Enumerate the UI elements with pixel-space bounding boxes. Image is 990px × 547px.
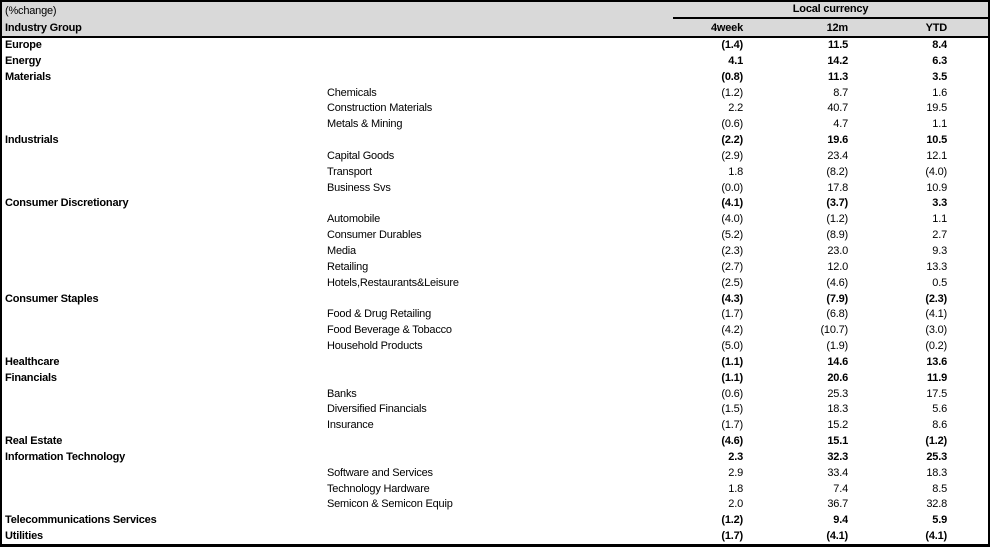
cell-value: (7.9)	[826, 292, 848, 305]
cell-value: (4.1)	[925, 308, 947, 321]
table-row	[2, 513, 988, 529]
cell-value: (1.1)	[721, 371, 743, 384]
cell-value: (2.3)	[925, 292, 947, 305]
cell-value: 2.0	[728, 498, 743, 511]
cell-value: (1.7)	[721, 308, 743, 321]
row-spacer	[947, 466, 988, 482]
row-spacer	[947, 165, 988, 181]
row-spacer	[947, 54, 988, 70]
percent-change-label: (%change)	[5, 4, 57, 17]
cell-value: (3.0)	[925, 324, 947, 337]
table-row	[2, 355, 988, 371]
row-label: Food & Drug Retailing	[327, 308, 432, 321]
row-label: Metals & Mining	[327, 118, 403, 131]
row-label: Industrials	[5, 134, 59, 147]
row-spacer	[947, 418, 988, 434]
cell-value: (6.8)	[826, 308, 848, 321]
cell-value: (2.9)	[721, 149, 743, 162]
cell-value: (4.6)	[721, 435, 743, 448]
cell-value: (8.9)	[826, 229, 848, 242]
row-spacer	[947, 86, 988, 102]
row-spacer	[947, 292, 988, 308]
cell-value: (1.9)	[826, 340, 848, 353]
header-row-top	[2, 2, 988, 19]
cell-value: (1.7)	[721, 419, 743, 432]
cell-value: 11.3	[827, 70, 848, 83]
cell-value: 13.6	[926, 355, 947, 368]
cell-value: 17.8	[827, 181, 848, 194]
cell-value: (3.7)	[826, 197, 848, 210]
cell-value: 11.5	[827, 39, 848, 51]
row-label: Software and Services	[327, 466, 433, 479]
cell-value: 32.8	[926, 498, 947, 511]
table-row	[2, 54, 988, 70]
cell-value: 9.3	[932, 244, 947, 257]
row-spacer	[947, 70, 988, 86]
cell-value: 8.4	[932, 39, 947, 51]
table-row	[2, 37, 988, 54]
cell-value: 5.9	[932, 514, 947, 527]
cell-value: 8.5	[932, 482, 947, 495]
table-row	[2, 212, 988, 228]
table-row	[2, 418, 988, 434]
table-row	[2, 292, 988, 308]
cell-value: 20.6	[827, 371, 848, 384]
cell-value: 1.6	[932, 86, 947, 99]
cell-value: 15.2	[827, 419, 848, 432]
cell-value: 2.9	[728, 466, 743, 479]
cell-value: 17.5	[926, 387, 947, 400]
cell-value: 19.5	[926, 102, 947, 115]
cell-value: 23.0	[827, 244, 848, 257]
cell-value: 3.3	[932, 197, 947, 210]
table-row	[2, 466, 988, 482]
cell-value: (2.2)	[721, 134, 743, 147]
cell-value: 10.5	[926, 134, 947, 147]
row-spacer	[947, 101, 988, 117]
table-row	[2, 117, 988, 133]
table-row	[2, 387, 988, 403]
row-spacer	[947, 450, 988, 466]
cell-value: (1.5)	[721, 403, 743, 416]
table-row	[2, 133, 988, 149]
column-header-12m: 12m	[743, 19, 848, 37]
table-row	[2, 149, 988, 165]
row-label: Real Estate	[5, 435, 63, 448]
cell-value: (1.2)	[721, 86, 743, 99]
table-row	[2, 323, 988, 339]
cell-value: 19.6	[827, 134, 848, 147]
row-label: Information Technology	[5, 450, 126, 463]
header-row-columns	[2, 19, 988, 37]
cell-value: 0.5	[932, 276, 947, 289]
row-label: Europe	[5, 39, 42, 51]
row-label: Energy	[5, 54, 42, 67]
column-header-4week: 4week	[523, 19, 743, 37]
cell-value: (4.2)	[721, 324, 743, 337]
table-row	[2, 529, 988, 545]
cell-value: 12.0	[827, 260, 848, 273]
cell-value: (2.7)	[721, 260, 743, 273]
cell-value: (0.6)	[721, 118, 743, 131]
cell-value: (1.2)	[826, 213, 848, 226]
table-row	[2, 86, 988, 102]
cell-value: (1.1)	[721, 355, 743, 368]
row-label: Technology Hardware	[327, 482, 430, 495]
row-label: Construction Materials	[327, 102, 433, 115]
table-row	[2, 228, 988, 244]
row-spacer	[947, 196, 988, 212]
cell-value: (1.4)	[721, 39, 743, 51]
cell-value: (5.0)	[721, 340, 743, 353]
cell-value: 1.1	[932, 213, 947, 226]
row-spacer	[947, 149, 988, 165]
cell-value: (0.2)	[925, 340, 947, 353]
row-spacer	[947, 482, 988, 498]
cell-value: 2.2	[728, 102, 743, 115]
cell-value: 10.9	[926, 181, 947, 194]
cell-value: 25.3	[926, 450, 947, 463]
cell-value: (10.7)	[820, 324, 848, 337]
table-row	[2, 244, 988, 260]
row-spacer	[947, 212, 988, 228]
cell-value: (5.2)	[721, 229, 743, 242]
row-label: Materials	[5, 70, 51, 83]
row-label: Automobile	[327, 213, 381, 226]
cell-value: 1.8	[728, 482, 743, 495]
table-row	[2, 482, 988, 498]
row-label: Capital Goods	[327, 149, 395, 162]
row-spacer	[947, 276, 988, 292]
cell-value: 13.3	[926, 260, 947, 273]
column-header-ytd: YTD	[848, 19, 947, 37]
cell-value: 36.7	[827, 498, 848, 511]
table-row	[2, 497, 988, 513]
table-row	[2, 307, 988, 323]
cell-value: 23.4	[827, 149, 848, 162]
row-label: Diversified Financials	[327, 403, 427, 416]
performance-table	[2, 2, 988, 545]
row-label: Hotels,Restaurants&Leisure	[327, 276, 459, 289]
row-spacer	[947, 434, 988, 450]
cell-value: (1.2)	[925, 435, 947, 448]
table-row	[2, 276, 988, 292]
row-spacer	[947, 260, 988, 276]
cell-value: 1.1	[932, 118, 947, 131]
local-currency-label: Local currency	[673, 2, 988, 19]
cell-value: 14.2	[827, 54, 848, 67]
row-label: Insurance	[327, 419, 374, 432]
table-row	[2, 402, 988, 418]
table-row	[2, 181, 988, 197]
row-label: Retailing	[327, 260, 369, 273]
cell-value: (4.1)	[925, 530, 947, 543]
cell-value: 7.4	[833, 482, 848, 495]
table-row	[2, 196, 988, 212]
cell-value: (0.0)	[721, 181, 743, 194]
cell-value: (4.6)	[826, 276, 848, 289]
cell-value: 6.3	[932, 54, 947, 67]
industry-group-header: Industry Group	[2, 19, 523, 37]
cell-value: 32.3	[827, 450, 848, 463]
cell-value: 33.4	[827, 466, 848, 479]
row-label: Banks	[327, 387, 357, 400]
row-spacer	[947, 228, 988, 244]
cell-value: 15.1	[827, 435, 848, 448]
row-label: Business Svs	[327, 181, 391, 194]
row-label: Consumer Durables	[327, 229, 422, 242]
table-row	[2, 434, 988, 450]
cell-value: 25.3	[827, 387, 848, 400]
row-spacer	[947, 513, 988, 529]
row-label: Chemicals	[327, 86, 377, 99]
cell-value: (2.3)	[721, 244, 743, 257]
row-spacer	[947, 355, 988, 371]
row-label: Financials	[5, 371, 57, 384]
industry-table-body	[2, 37, 988, 545]
row-label: Semicon & Semicon Equip	[327, 498, 453, 511]
row-spacer	[947, 371, 988, 387]
cell-value: (4.3)	[721, 292, 743, 305]
row-spacer	[947, 339, 988, 355]
row-spacer	[947, 323, 988, 339]
cell-value: 2.7	[932, 229, 947, 242]
cell-value: (4.0)	[721, 213, 743, 226]
row-label: Consumer Discretionary	[5, 197, 129, 210]
cell-value: (8.2)	[826, 165, 848, 178]
cell-value: 11.9	[926, 371, 947, 384]
cell-value: 12.1	[926, 149, 947, 162]
table-row	[2, 70, 988, 86]
cell-value: (1.2)	[721, 514, 743, 527]
cell-value: 18.3	[827, 403, 848, 416]
cell-value: 9.4	[833, 514, 848, 527]
table-row	[2, 450, 988, 466]
cell-value: (0.6)	[721, 387, 743, 400]
row-spacer	[947, 117, 988, 133]
cell-value: (2.5)	[721, 276, 743, 289]
table-row	[2, 165, 988, 181]
row-label: Media	[327, 244, 356, 257]
row-label: Food Beverage & Tobacco	[327, 324, 452, 337]
row-spacer	[947, 387, 988, 403]
cell-value: 5.6	[932, 403, 947, 416]
row-label: Transport	[327, 165, 372, 178]
table-row	[2, 371, 988, 387]
row-label: Healthcare	[5, 355, 60, 368]
cell-value: 40.7	[827, 102, 848, 115]
cell-value: 4.1	[728, 54, 743, 67]
row-spacer	[947, 307, 988, 323]
local-currency-group-header	[523, 2, 988, 19]
row-spacer	[947, 244, 988, 260]
cell-value: (4.1)	[721, 197, 743, 210]
row-spacer	[947, 181, 988, 197]
row-label: Household Products	[327, 340, 423, 353]
row-label: Telecommunications Services	[5, 514, 157, 527]
table-row	[2, 101, 988, 117]
cell-value: (1.7)	[721, 530, 743, 543]
cell-value: (4.1)	[826, 530, 848, 543]
cell-value: 2.3	[728, 450, 743, 463]
cell-value: 18.3	[926, 466, 947, 479]
cell-value: 3.5	[932, 70, 947, 83]
row-spacer	[947, 402, 988, 418]
cell-value: (4.0)	[925, 165, 947, 178]
cell-value: (0.8)	[721, 70, 743, 83]
header-spacer	[947, 19, 988, 37]
cell-value: 4.7	[833, 118, 848, 131]
cell-value: 14.6	[827, 355, 848, 368]
cell-value: 8.7	[833, 86, 848, 99]
row-label: Utilities	[5, 530, 43, 543]
table-row	[2, 339, 988, 355]
row-spacer	[947, 133, 988, 149]
row-spacer	[947, 37, 988, 54]
table-row	[2, 260, 988, 276]
table-header	[2, 2, 988, 37]
row-spacer	[947, 529, 988, 545]
row-label: Consumer Staples	[5, 292, 99, 305]
row-spacer	[947, 497, 988, 513]
cell-value: 8.6	[932, 419, 947, 432]
cell-value: 1.8	[728, 165, 743, 178]
